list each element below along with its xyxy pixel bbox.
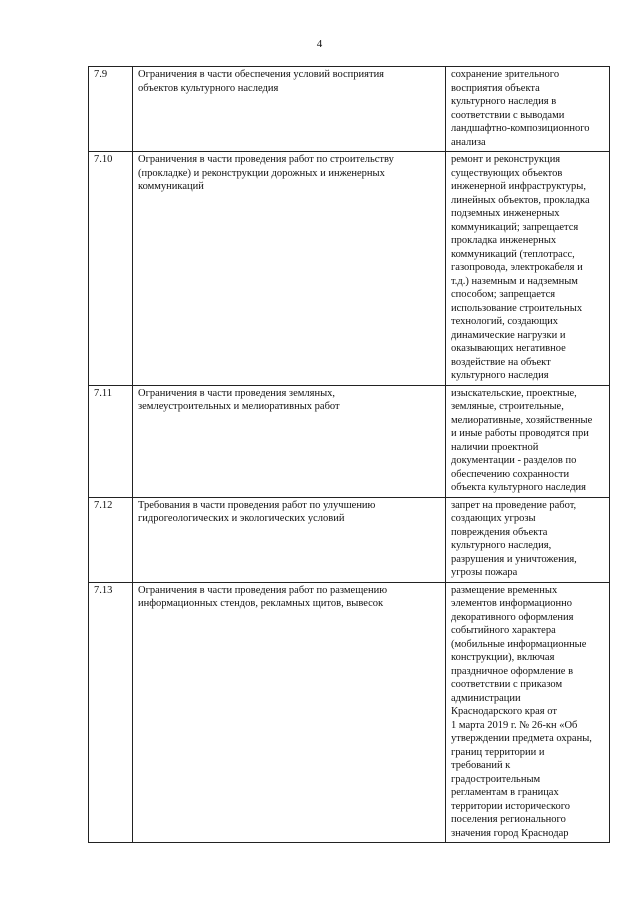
- table-row: [89, 67, 610, 152]
- rule-cell: [446, 67, 610, 152]
- requirement-text: Требования в части проведения работ по улучшению гидрогеологических и экологических условий: [138, 499, 376, 524]
- requirement-cell: [133, 152, 446, 386]
- rule-text: ремонт и реконструкция существующих объектов инженерной инфраструктуры, линейных объектов, прокладка подземных инженерных коммуникаций; запрещается прокладка инженерных коммуникаций (теплотрасс, газопровода, электрокабеля и т.д.) наземным и надземным способом; запрещается использование строительных технологий, создающих динамические нагрузки и оказывающих негативное воздействие на объект культурного наследия: [451, 154, 590, 381]
- page-number: 4: [316, 38, 323, 50]
- requirement-cell: [133, 67, 446, 152]
- requirement-cell: [133, 582, 446, 843]
- row-number: 7.10: [89, 152, 133, 386]
- requirement-text: Ограничения в части обеспечения условий восприятия объектов культурного наследия: [138, 69, 385, 94]
- table-row: [89, 385, 610, 497]
- rule-cell: [446, 582, 610, 843]
- rule-text: запрет на проведение работ, создающих угрозы повреждения объекта культурного наследия, разрушения и уничтожения, угрозы пожара: [451, 499, 577, 578]
- row-number: 7.12: [89, 497, 133, 582]
- rule-cell: [446, 497, 610, 582]
- requirements-table: [88, 66, 610, 843]
- rule-text: изыскательские, проектные, земляные, строительные, мелиоративные, хозяйственные и иные работы проводятся при наличии проектной документации - разделов по обеспечению сохранности объекта культурного наследия: [451, 387, 593, 493]
- requirement-text: Ограничения в части проведения работ по размещению информационных стендов, рекламных щитов, вывесок: [138, 584, 388, 609]
- requirement-cell: [133, 385, 446, 497]
- row-number: 7.9: [89, 67, 133, 152]
- rule-cell: [446, 385, 610, 497]
- requirement-text: Ограничения в части проведения земляных, землеустроительных и мелиоративных работ: [138, 387, 340, 412]
- table-row: [89, 582, 610, 843]
- table-row: [89, 152, 610, 386]
- rule-text: сохранение зрительного восприятия объекта культурного наследия в соответствии с выводами ландшафтно-композиционного анализа: [451, 69, 590, 148]
- rule-text: размещение временных элементов информационно декоративного оформления событийного характера (мобильные информационные конструкции), включая праздничное оформление в соответствии с приказом администрации Краснодарского края от 1 марта 2019 г. № 26-кн «Об утверждении предмета охраны, границ территории и требований к градостроительным регламентам в границах территории исторического поселения регионального значения город Краснодар: [451, 584, 592, 839]
- table-row: [89, 497, 610, 582]
- requirement-text: Ограничения в части проведения работ по строительству (прокладке) и реконструкции дорожных и инженерных коммуникаций: [138, 154, 394, 192]
- row-number: 7.11: [89, 385, 133, 497]
- row-number: 7.13: [89, 582, 133, 843]
- requirement-cell: [133, 497, 446, 582]
- rule-cell: [446, 152, 610, 386]
